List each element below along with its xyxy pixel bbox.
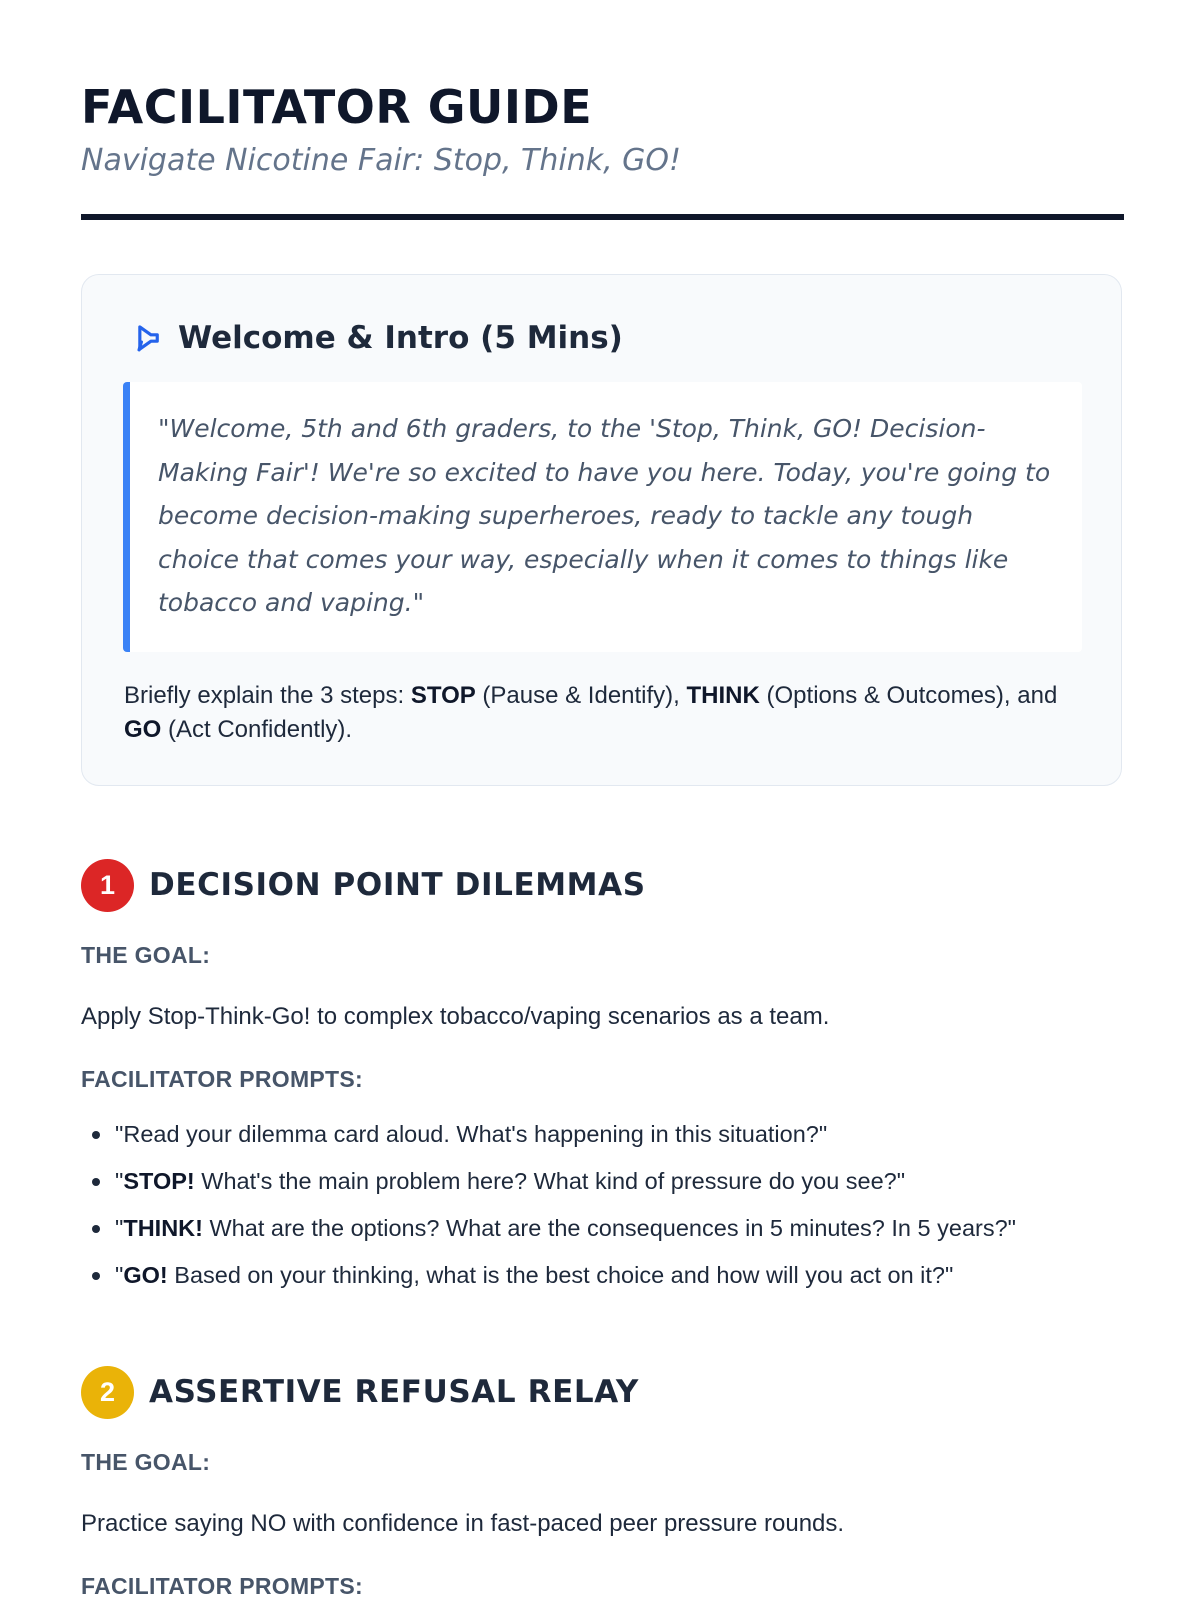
- goal-text: Practice saying NO with confidence in fast-paced peer pressure rounds.: [81, 1510, 845, 1537]
- megaphone-icon: [124, 319, 162, 357]
- goal-label: THE GOAL:: [81, 1449, 211, 1475]
- section-title: ASSERTIVE REFUSAL RELAY: [149, 1374, 639, 1410]
- goal-label: THE GOAL:: [81, 942, 211, 968]
- list-item: "THINK! What are the options? What are the consequences in 5 minutes? In 5 years?": [81, 1211, 1016, 1258]
- section-number-badge: 2: [81, 1366, 134, 1419]
- section-header: [81, 858, 1124, 912]
- section-header: [81, 1365, 1124, 1419]
- step-go: GO: [124, 716, 162, 743]
- step-stop-desc: (Pause & Identify),: [475, 682, 687, 709]
- section-number-badge: 1: [81, 859, 134, 912]
- step-stop: STOP: [410, 682, 476, 709]
- list-item: "STOP! What's the main problem here? What kind of pressure do you see?": [81, 1164, 1016, 1211]
- step-go-desc: (Act Confidently).: [161, 716, 353, 743]
- intro-header: [124, 319, 623, 357]
- page-subtitle: Navigate Nicotine Fair: Stop, Think, GO!: [81, 143, 682, 178]
- prompts-label: FACILITATOR PROMPTS:: [81, 1066, 363, 1092]
- list-item: "GO! Based on your thinking, what is the best choice and how will you act on it?": [81, 1258, 1016, 1305]
- step-think-desc: (Options & Outcomes), and: [759, 682, 1058, 709]
- intro-title: Welcome & Intro (5 Mins): [178, 320, 623, 356]
- prompts-label: FACILITATOR PROMPTS:: [81, 1573, 363, 1599]
- steps-lead: Briefly explain the 3 steps:: [124, 682, 411, 709]
- section-decision-point-dilemmas: [81, 858, 1124, 1288]
- welcome-intro-card: [81, 274, 1122, 786]
- step-think: THINK: [686, 682, 760, 709]
- facilitator-prompts-list: [81, 1117, 1016, 1305]
- section-title: DECISION POINT DILEMMAS: [149, 867, 646, 903]
- steps-explanation: [124, 679, 1074, 747]
- goal-text: Apply Stop-Think-Go! to complex tobacco/vaping scenarios as a team.: [81, 1003, 830, 1030]
- list-item: "Read your dilemma card aloud. What's happening in this situation?": [81, 1117, 1016, 1164]
- welcome-script-quote: "Welcome, 5th and 6th graders, to the 'Stop, Think, GO! Decision-Making Fair'! We're so excited to have you here. Today, you're going to become decision-making superheroes, ready to tackle any tough choice that comes your way, especially when it comes to things like tobacco and vaping.": [123, 382, 1082, 652]
- page-title: FACILITATOR GUIDE: [81, 80, 593, 134]
- title-divider: [81, 214, 1124, 220]
- section-assertive-refusal-relay: [81, 1365, 1124, 1599]
